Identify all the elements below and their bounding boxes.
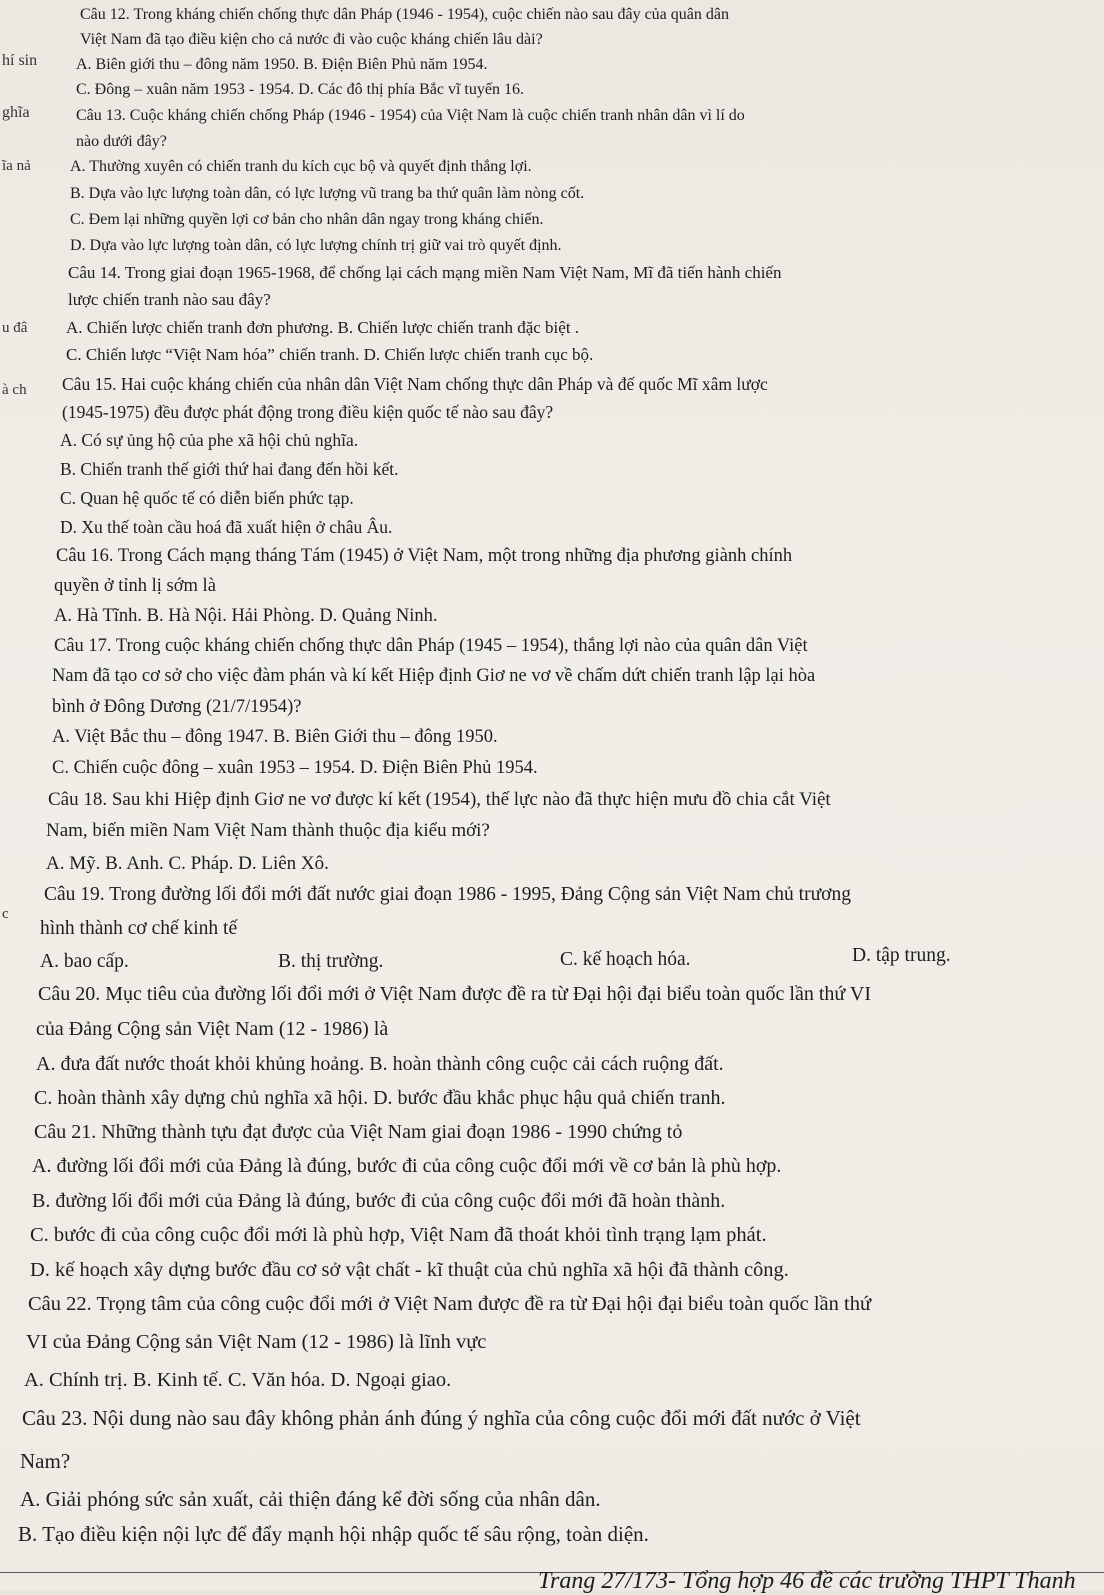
answer-option: D. kế hoạch xây dựng bước đầu cơ sở vật chất - kĩ thuật của chủ nghĩa xã hội đã thành công. [30,1259,789,1281]
margin-fragment: ĩa nả [2,158,31,174]
answer-option: A. Biên giới thu – đông năm 1950. B. Điện Biên Phủ năm 1954. [76,56,488,73]
question-stem: Câu 21. Những thành tựu đạt được của Việt Nam giai đoạn 1986 - 1990 chứng tỏ [34,1121,683,1143]
answer-option: A. Hà Tĩnh. B. Hà Nội. Hải Phòng. D. Quảng Ninh. [54,606,438,626]
answer-option: B. Chiến tranh thế giới thứ hai đang đến hồi kết. [60,459,399,479]
question-stem: Câu 13. Cuộc kháng chiến chống Pháp (1946 - 1954) của Việt Nam là cuộc chiến tranh nhân dân vì lí do [76,107,745,124]
answer-option: C. bước đi của công cuộc đổi mới là phù hợp, Việt Nam đã thoát khỏi tình trạng lạm phát. [30,1224,767,1246]
answer-option: A. đường lối đổi mới của Đảng là đúng, bước đi của công cuộc đổi mới về cơ bản là phù hợp. [32,1155,782,1177]
question-stem: Việt Nam đã tạo điều kiện cho cả nước đi vào cuộc kháng chiến lâu dài? [80,31,543,48]
margin-fragment: hí sin [2,52,38,69]
margin-fragment: u đâ [2,320,28,336]
question-stem: bình ở Đông Dương (21/7/1954)? [52,697,302,717]
question-stem: Câu 22. Trọng tâm của công cuộc đổi mới ở Việt Nam được đề ra từ Đại hội đại biểu toàn quốc lần thứ [28,1293,872,1315]
question-stem: Câu 23. Nội dung nào sau đây không phản ánh đúng ý nghĩa của công cuộc đổi mới đất nước ở Việt [22,1406,861,1430]
answer-option: D. tập trung. [852,945,951,966]
answer-option: D. Dựa vào lực lượng toàn dân, có lực lượng chính trị giữ vai trò quyết định. [70,237,562,254]
answer-option: B. Dựa vào lực lượng toàn dân, có lực lượng vũ trang ba thứ quân làm nòng cốt. [70,185,585,202]
answer-option: C. Quan hệ quốc tế có diễn biến phức tạp. [60,488,354,508]
answer-option: A. Có sự ủng hộ của phe xã hội chủ nghĩa. [60,430,359,450]
question-stem: VI của Đảng Cộng sản Việt Nam (12 - 1986) là lĩnh vực [26,1331,487,1353]
answer-option: C. kế hoạch hóa. [560,949,691,970]
question-stem: của Đảng Cộng sản Việt Nam (12 - 1986) là [36,1018,389,1040]
answer-option: C. hoàn thành xây dựng chủ nghĩa xã hội. D. bước đầu khắc phục hậu quả chiến tranh. [34,1087,726,1109]
question-stem: Câu 18. Sau khi Hiệp định Giơ ne vơ được kí kết (1954), thế lực nào đã thực hiện mưu đồ chia cắt Việt [48,789,831,810]
margin-fragment: à ch [2,382,27,398]
answer-option: A. Thường xuyên có chiến tranh du kích cục bộ và quyết định thắng lợi. [70,158,532,175]
answer-option: A. bao cấp. [40,951,129,972]
answer-option: B. thị trường. [278,951,384,972]
question-stem: Câu 16. Trong Cách mạng tháng Tám (1945) ở Việt Nam, một trong những địa phương giành chính [56,546,793,566]
question-stem: Nam đã tạo cơ sở cho việc đàm phán và kí kết Hiệp định Giơ ne vơ về chấm dứt chiến tranh lập lại hòa [52,666,816,686]
margin-fragment: ghĩa [2,104,30,121]
page-footer: Trang 27/173- Tổng hợp 46 đề các trường THPT Thanh [538,1568,1076,1594]
answer-option: A. Chính trị. B. Kinh tế. C. Văn hóa. D. Ngoại giao. [24,1369,452,1391]
question-stem: Nam, biến miền Nam Việt Nam thành thuộc địa kiểu mới? [46,820,490,841]
answer-option: A. đưa đất nước thoát khỏi khủng hoảng. B. hoàn thành công cuộc cải cách ruộng đất. [36,1053,724,1075]
question-stem: Câu 19. Trong đường lối đổi mới đất nước giai đoạn 1986 - 1995, Đảng Cộng sản Việt Nam chủ trương [44,884,851,905]
question-stem: Câu 12. Trong kháng chiến chống thực dân Pháp (1946 - 1954), cuộc chiến nào sau đây của quân dân [80,6,729,23]
answer-option: B. Tạo điều kiện nội lực để đẩy mạnh hội nhập quốc tế sâu rộng, toàn diện. [18,1522,649,1546]
answer-option: A. Giải phóng sức sản xuất, cải thiện đáng kể đời sống của nhân dân. [20,1487,601,1511]
answer-option: C. Chiến lược “Việt Nam hóa” chiến tranh. D. Chiến lược chiến tranh cục bộ. [66,345,594,364]
answer-option: A. Chiến lược chiến tranh đơn phương. B. Chiến lược chiến tranh đặc biệt . [66,318,580,337]
question-stem: hình thành cơ chế kinh tế [40,918,238,939]
answer-option: C. Đông – xuân năm 1953 - 1954. D. Các đô thị phía Bắc vĩ tuyến 16. [76,81,524,98]
question-stem: lược chiến tranh nào sau đây? [68,290,271,309]
answer-option: C. Chiến cuộc đông – xuân 1953 – 1954. D. Điện Biên Phủ 1954. [52,758,538,778]
answer-option: B. đường lối đổi mới của Đảng là đúng, bước đi của công cuộc đổi mới đã hoàn thành. [32,1190,726,1212]
question-stem: quyền ở tỉnh lị sớm là [54,576,216,596]
question-stem: Nam? [20,1449,71,1473]
answer-option: A. Mỹ. B. Anh. C. Pháp. D. Liên Xô. [46,853,329,874]
question-stem: Câu 15. Hai cuộc kháng chiến của nhân dân Việt Nam chống thực dân Pháp và đế quốc Mĩ xâm lược [62,374,768,394]
answer-option: D. Xu thế toàn cầu hoá đã xuất hiện ở châu Âu. [60,517,393,537]
answer-option: C. Đem lại những quyền lợi cơ bản cho nhân dân ngay trong kháng chiến. [70,211,544,228]
question-stem: nào dưới đây? [76,133,167,150]
question-stem: Câu 17. Trong cuộc kháng chiến chống thực dân Pháp (1945 – 1954), thắng lợi nào của quân dân Việt [54,636,808,656]
answer-option: A. Việt Bắc thu – đông 1947. B. Biên Giới thu – đông 1950. [52,727,498,747]
margin-fragment: c [2,906,9,922]
question-stem: Câu 14. Trong giai đoạn 1965-1968, để chống lại cách mạng miền Nam Việt Nam, Mĩ đã tiến hành chiến [68,263,782,282]
question-stem: Câu 20. Mục tiêu của đường lối đổi mới ở Việt Nam được đề ra từ Đại hội đại biểu toàn quốc lần thứ VI [38,983,872,1005]
question-stem: (1945-1975) đều được phát động trong điều kiện quốc tế nào sau đây? [62,402,554,422]
